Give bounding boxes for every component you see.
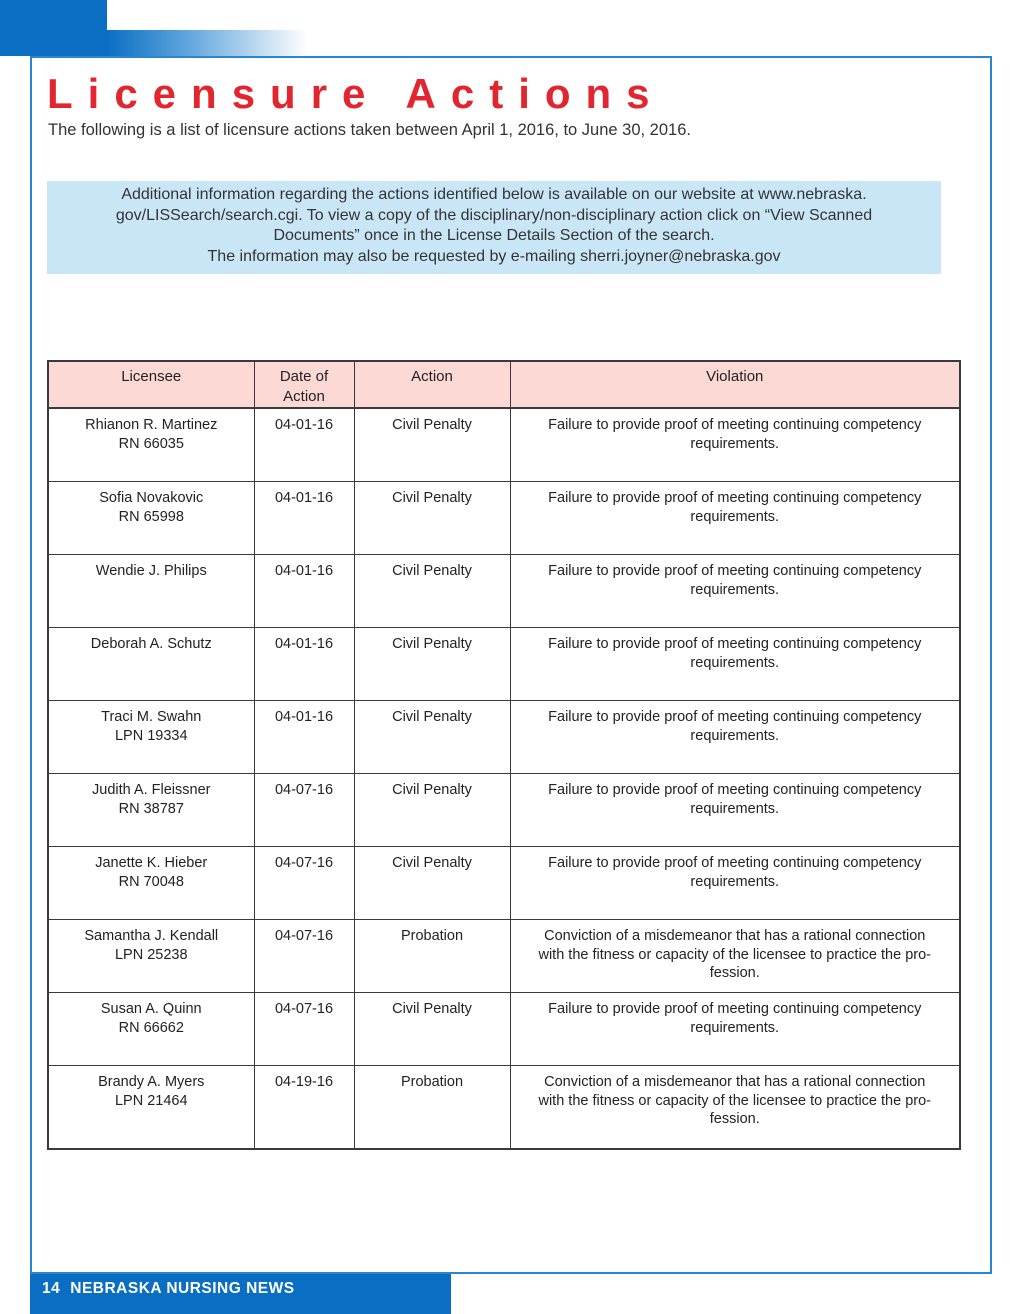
license-number: RN 66035: [118, 435, 184, 452]
cell-violation: [510, 701, 960, 774]
cell-action: [354, 774, 510, 847]
action-type: Civil Penalty: [392, 782, 472, 798]
top-gradient-strip: [107, 30, 307, 56]
violation-line-1: Failure to provide proof of meeting continuing competency: [548, 490, 922, 506]
licensee-name: Brandy A. Myers: [98, 1074, 205, 1090]
action-type: Probation: [400, 1074, 464, 1090]
licensure-actions-table: [47, 360, 961, 1150]
license-number: RN 66662: [118, 1019, 184, 1036]
license-number: RN 70048: [118, 873, 184, 890]
action-date: 04-07-16: [274, 782, 334, 798]
action-type: Civil Penalty: [392, 709, 472, 725]
cell-licensee: [48, 701, 254, 774]
violation-line-1: Failure to provide proof of meeting continuing competency: [548, 417, 922, 433]
table-row: [48, 482, 960, 555]
violation-line-2: with the fitness or capacity of the licensee to practice the pro-: [538, 1092, 931, 1109]
violation-line-2: requirements.: [690, 508, 780, 525]
action-type: Civil Penalty: [392, 1001, 472, 1017]
header-licensee: [48, 361, 254, 408]
licensee-name: Judith A. Fleissner: [92, 782, 211, 798]
violation-line-1: Conviction of a misdemeanor that has a rational connection: [544, 1074, 926, 1090]
info-line-1: Additional information regarding the actions identified below is available on our website at www.nebraska.: [121, 186, 867, 203]
licensee-name: Susan A. Quinn: [100, 1001, 202, 1017]
cell-date: [254, 628, 354, 701]
header-action: [354, 361, 510, 408]
violation-line-1: Failure to provide proof of meeting continuing competency: [548, 782, 922, 798]
cell-action: [354, 847, 510, 920]
action-date: 04-01-16: [274, 636, 334, 652]
action-type: Civil Penalty: [392, 855, 472, 871]
licensee-name: Deborah A. Schutz: [90, 636, 212, 652]
cell-action: [354, 701, 510, 774]
cell-licensee: [48, 847, 254, 920]
header-violation: [510, 361, 960, 408]
cell-licensee: [48, 628, 254, 701]
licensee-name: Wendie J. Philips: [95, 563, 207, 579]
cell-violation: [510, 920, 960, 993]
action-date: 04-01-16: [274, 490, 334, 506]
cell-licensee: [48, 1066, 254, 1150]
violation-line-1: Failure to provide proof of meeting continuing competency: [548, 1001, 922, 1017]
cell-action: [354, 482, 510, 555]
license-number: RN 65998: [118, 508, 184, 525]
cell-violation: [510, 774, 960, 847]
table-row: [48, 701, 960, 774]
license-number: LPN 25238: [114, 946, 188, 963]
cell-date: [254, 993, 354, 1066]
action-type: Civil Penalty: [392, 636, 472, 652]
cell-violation: [510, 628, 960, 701]
header-date-line-1: Date of: [279, 368, 329, 385]
page-title: Licensure Actions: [47, 70, 665, 117]
header-action-label: Action: [411, 368, 453, 385]
action-type: Civil Penalty: [392, 490, 472, 506]
violation-line-2: requirements.: [690, 1019, 780, 1036]
cell-violation: [510, 847, 960, 920]
cell-licensee: [48, 920, 254, 993]
action-date: 04-07-16: [274, 855, 334, 871]
action-type: Civil Penalty: [392, 563, 472, 579]
cell-violation: [510, 1066, 960, 1150]
cell-action: [354, 628, 510, 701]
table-row: [48, 555, 960, 628]
cell-date: [254, 408, 354, 482]
cell-action: [354, 1066, 510, 1150]
license-number: LPN 19334: [114, 727, 188, 744]
violation-line-2: requirements.: [690, 800, 780, 817]
licensee-name: Janette K. Hieber: [95, 855, 208, 871]
violation-line-2: requirements.: [690, 654, 780, 671]
violation-line-1: Failure to provide proof of meeting continuing competency: [548, 636, 922, 652]
cell-licensee: [48, 555, 254, 628]
cell-date: [254, 920, 354, 993]
violation-line-2: requirements.: [690, 435, 780, 452]
footer-bar: [30, 1274, 451, 1314]
header-violation-label: Violation: [706, 368, 764, 385]
page-number: 14: [42, 1280, 61, 1297]
table-body: [48, 408, 960, 1149]
top-corner-block: [0, 0, 107, 56]
cell-licensee: [48, 774, 254, 847]
cell-date: [254, 555, 354, 628]
license-number: LPN 21464: [114, 1092, 188, 1109]
licensee-name: Samantha J. Kendall: [84, 928, 219, 944]
header-licensee-label: Licensee: [121, 368, 182, 385]
publication-name: NEBRASKA NURSING NEWS: [70, 1280, 295, 1297]
table-row: [48, 774, 960, 847]
violation-line-2: with the fitness or capacity of the licensee to practice the pro-: [538, 946, 931, 963]
cell-date: [254, 1066, 354, 1150]
cell-date: [254, 701, 354, 774]
violation-line-2: requirements.: [690, 873, 780, 890]
info-line-4: The information may also be requested by e-mailing sherri.joyner@nebraska.gov: [207, 247, 781, 265]
table-row: [48, 628, 960, 701]
violation-line-1: Failure to provide proof of meeting continuing competency: [548, 855, 922, 871]
cell-action: [354, 408, 510, 482]
header-date-line-2: Action: [283, 388, 325, 405]
action-date: 04-01-16: [274, 709, 334, 725]
cell-action: [354, 920, 510, 993]
table-row: [48, 408, 960, 482]
action-date: 04-01-16: [274, 417, 334, 433]
info-box: [47, 181, 941, 274]
cell-date: [254, 774, 354, 847]
action-date: 04-01-16: [274, 563, 334, 579]
table-header-row: [48, 361, 960, 408]
cell-licensee: [48, 993, 254, 1066]
licensee-name: Sofia Novakovic: [99, 490, 204, 506]
action-date: 04-19-16: [274, 1074, 334, 1090]
licensee-name: Rhianon R. Martinez: [85, 417, 218, 433]
header-date-of-action: [254, 361, 354, 408]
cell-violation: [510, 408, 960, 482]
violation-line-3: fession.: [709, 965, 760, 981]
action-type: Civil Penalty: [392, 417, 472, 433]
action-date: 04-07-16: [274, 1001, 334, 1017]
violation-line-1: Failure to provide proof of meeting continuing competency: [548, 709, 922, 725]
info-line-2: gov/LISSearch/search.cgi. To view a copy of the disciplinary/non-disciplinary action click on “View Scanned: [115, 206, 873, 224]
violation-line-1: Conviction of a misdemeanor that has a rational connection: [544, 928, 926, 944]
info-line-3: Documents” once in the License Details Section of the search.: [273, 227, 715, 244]
cell-violation: [510, 555, 960, 628]
cell-action: [354, 993, 510, 1066]
table-row: [48, 993, 960, 1066]
violation-line-2: requirements.: [690, 581, 780, 598]
violation-line-3: fession.: [709, 1111, 760, 1127]
violation-line-2: requirements.: [690, 727, 780, 744]
table-row: [48, 920, 960, 993]
cell-licensee: [48, 408, 254, 482]
action-date: 04-07-16: [274, 928, 334, 944]
license-number: RN 38787: [118, 800, 184, 817]
violation-line-1: Failure to provide proof of meeting continuing competency: [548, 563, 922, 579]
cell-violation: [510, 993, 960, 1066]
cell-date: [254, 847, 354, 920]
cell-date: [254, 482, 354, 555]
cell-violation: [510, 482, 960, 555]
licensee-name: Traci M. Swahn: [101, 709, 202, 725]
action-type: Probation: [400, 928, 464, 944]
table-row: [48, 847, 960, 920]
cell-action: [354, 555, 510, 628]
table-row: [48, 1066, 960, 1150]
page-subtitle: The following is a list of licensure actions taken between April 1, 2016, to June 30, 2016.: [48, 121, 691, 139]
cell-licensee: [48, 482, 254, 555]
